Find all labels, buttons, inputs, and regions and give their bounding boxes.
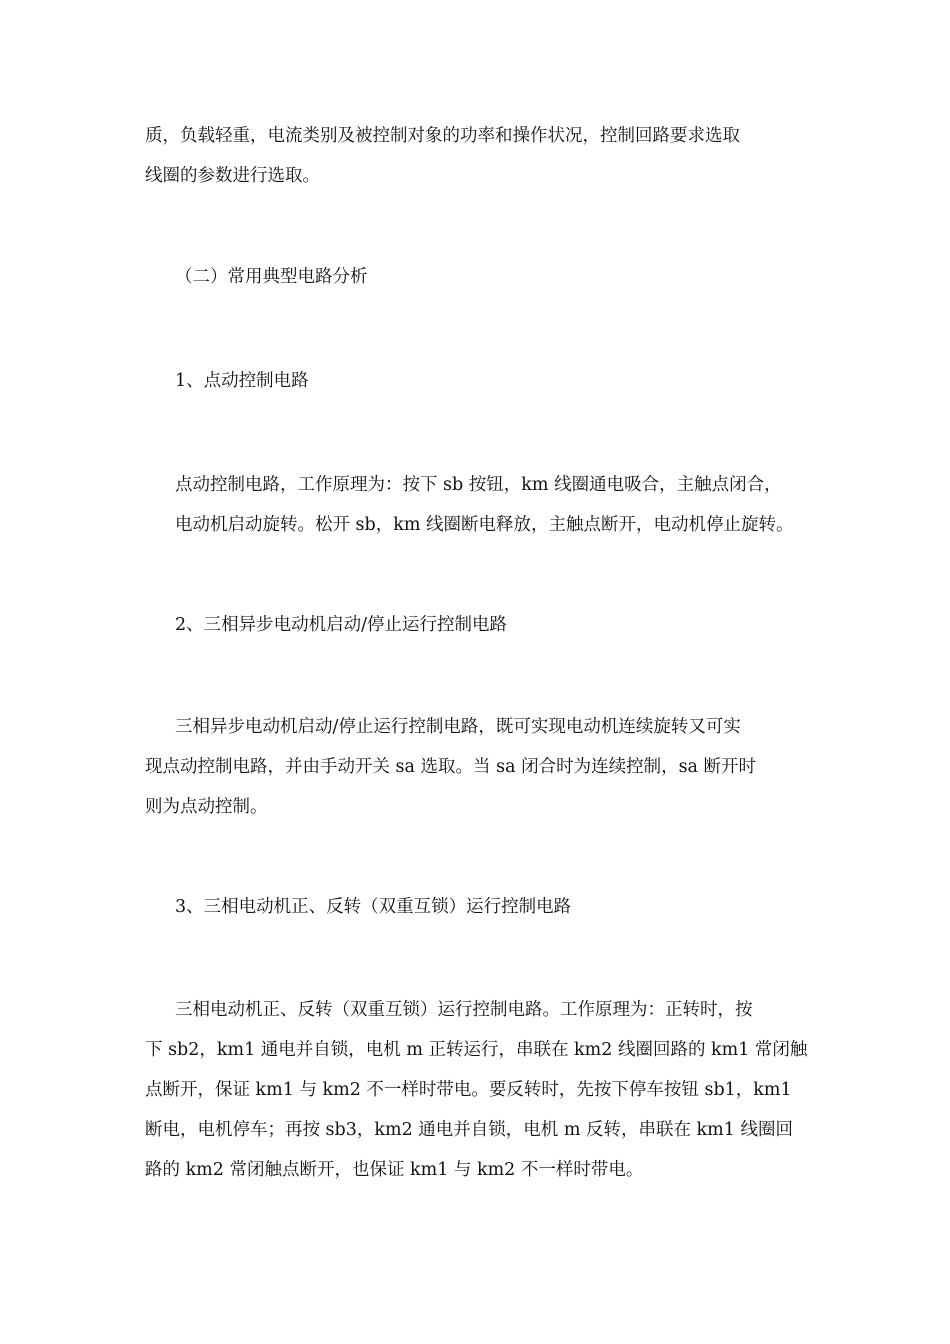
paragraph-line: 路的 km2 常闭触点断开，也保证 km1 与 km2 不一样时带电。 <box>145 1160 644 1180</box>
paragraph-line: 点断开，保证 km1 与 km2 不一样时带电。要反转时，先按下停车按钮 sb1，km1 <box>145 1080 792 1100</box>
paragraph-jog-control <box>145 465 810 545</box>
paragraph-line: 断电，电机停车；再按 sb3，km2 通电并自锁，电机 m 反转，串联在 km1 线圈回 <box>145 1120 793 1140</box>
subheading-jog-control: 1、点动控制电路 <box>175 371 309 391</box>
paragraph-line: 三相异步电动机启动/停止运行控制电路，既可实现电动机连续旋转又可实 <box>175 717 741 737</box>
paragraph-coil-selection <box>145 116 810 196</box>
paragraph-line: 则为点动控制。 <box>145 797 268 817</box>
subheading-forward-reverse: 3、三相电动机正、反转（双重互锁）运行控制电路 <box>175 897 572 917</box>
paragraph-line: 现点动控制电路，并由手动开关 sa 选取。当 sa 闭合时为连续控制，sa 断开时 <box>145 757 757 777</box>
paragraph-line: 点动控制电路，工作原理为：按下 sb 按钮，km 线圈通电吸合，主触点闭合， <box>175 475 782 495</box>
paragraph-line: 下 sb2，km1 通电并自锁，电机 m 正转运行，串联在 km2 线圈回路的 km1 常闭触 <box>145 1040 808 1060</box>
paragraph-line: 线圈的参数进行选取。 <box>145 166 320 186</box>
paragraph-line: 质，负载轻重，电流类别及被控制对象的功率和操作状况，控制回路要求选取 <box>145 126 740 146</box>
subheading-start-stop: 2、三相异步电动机启动/停止运行控制电路 <box>175 615 508 635</box>
paragraph-start-stop <box>145 707 810 827</box>
section-heading: （二）常用典型电路分析 <box>175 267 368 287</box>
paragraph-line: 三相电动机正、反转（双重互锁）运行控制电路。工作原理为：正转时，按 <box>175 1000 753 1020</box>
paragraph-line: 电动机启动旋转。松开 sb，km 线圈断电释放，主触点断开，电动机停止旋转。 <box>175 515 794 535</box>
paragraph-forward-reverse <box>145 990 810 1190</box>
